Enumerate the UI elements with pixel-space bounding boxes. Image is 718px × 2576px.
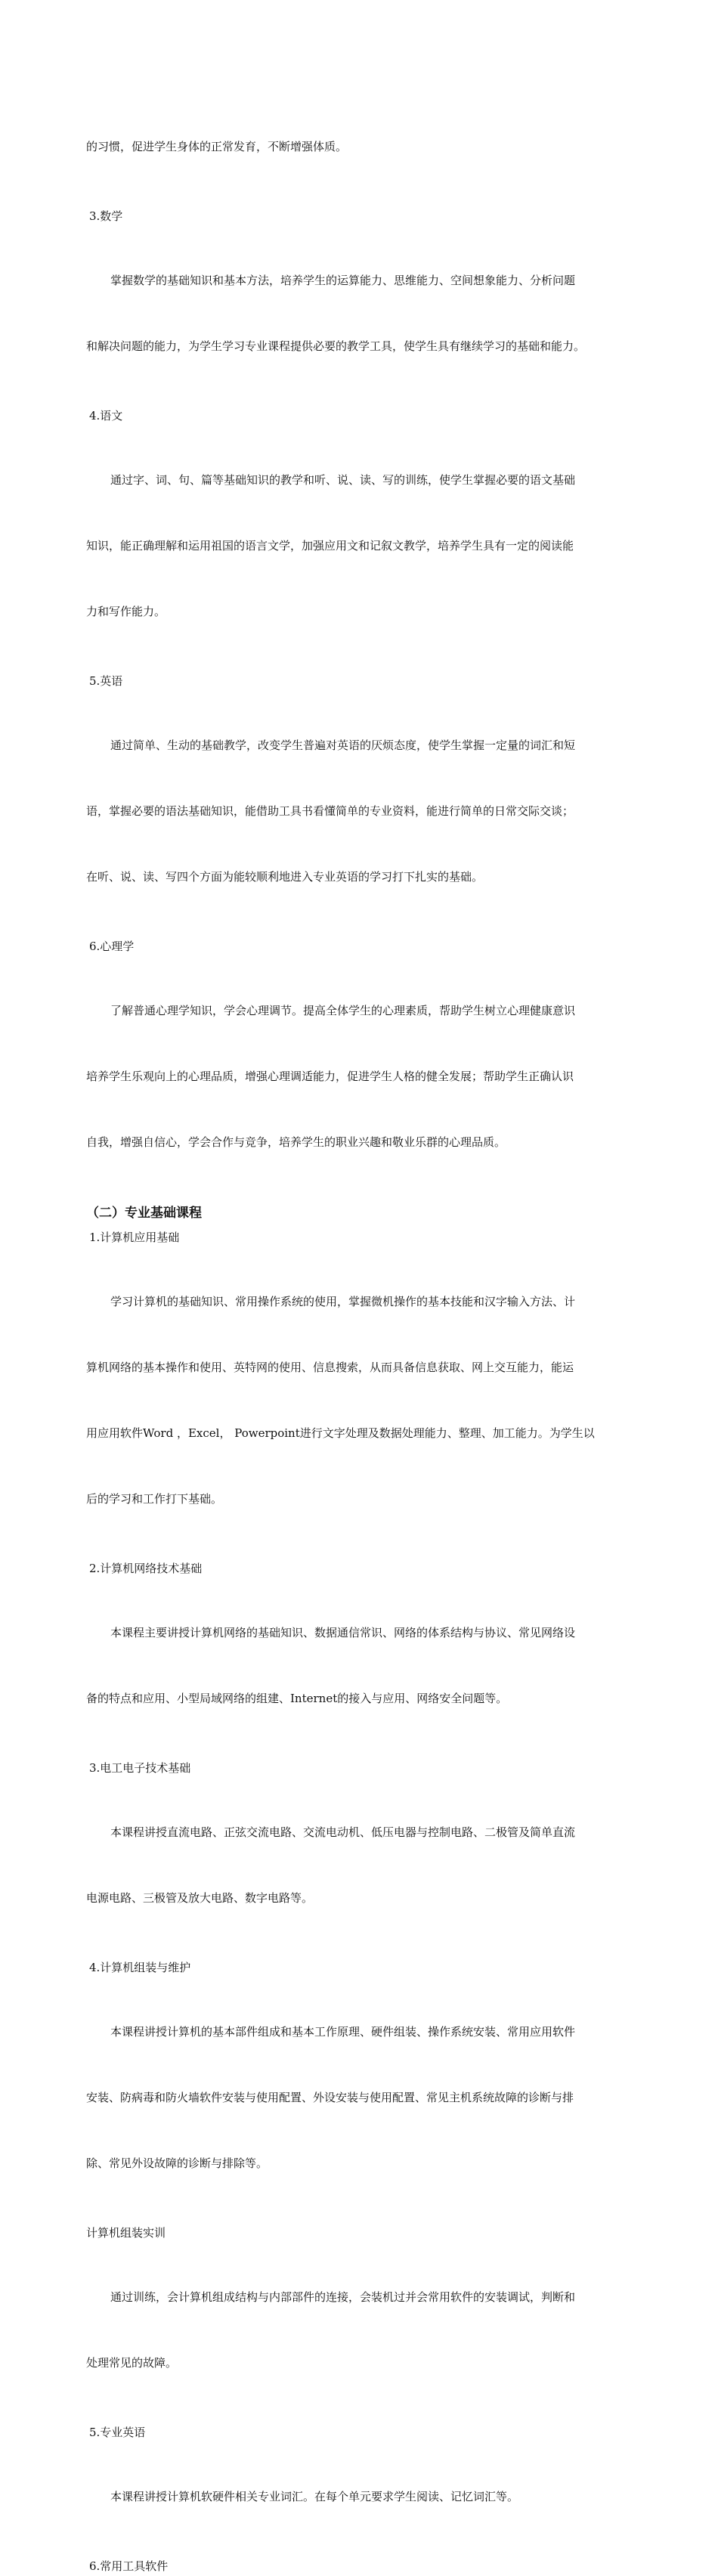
paragraph-line: 自我，增强自信心，学会合作与竞争，培养学生的职业兴趣和敬业乐群的心理品质。: [86, 1135, 506, 1149]
course-description: [86, 691, 633, 932]
paragraph-line: 用应用软件Word ，Excel， Powerpoint进行文字处理及数据处理能力、整理、加工能力。为学生以: [86, 1426, 595, 1440]
course-assembly-maintenance: [86, 1958, 633, 2218]
paragraph-line: 电源电路、三极管及放大电路、数字电路等。: [86, 1891, 314, 1905]
course-description: [86, 2243, 633, 2418]
paragraph-line: 本课程讲授直流电路、正弦交流电路、交流电动机、低压电器与控制电路、二极管及简单直流: [110, 1825, 576, 1839]
course-english: [86, 671, 633, 932]
paragraph-line: 本课程主要讲授计算机网络的基础知识、数据通信常识、网络的体系结构与协议、常见网络设: [110, 1626, 576, 1639]
course-heading: 6.心理学: [89, 940, 135, 953]
course-heading: 5.专业英语: [89, 2426, 146, 2439]
course-common-tools: [86, 2556, 633, 2576]
course-heading: 计算机组装实训: [86, 2226, 166, 2240]
paragraph-line: 培养学生乐观向上的心理品质，增强心理调适能力，促进学生人格的健全发展；帮助学生正确认识: [86, 1070, 574, 1083]
course-description: [86, 956, 633, 1197]
course-heading: 2.计算机网络技术基础: [89, 1562, 203, 1575]
paragraph-line: 掌握数学的基础知识和基本方法，培养学生的运算能力、思维能力、空间想象能力、分析问题: [110, 274, 576, 287]
course-heading: 5.英语: [89, 674, 123, 688]
course-professional-english: [86, 2423, 633, 2552]
paragraph-line: 的习惯，促进学生身体的正常发育，不断增强体质。: [86, 140, 348, 153]
paragraph-line: 后的学习和工作打下基础。: [86, 1492, 223, 1506]
course-heading: 3.电工电子技术基础: [89, 1761, 191, 1775]
course-heading: 6.常用工具软件: [89, 2559, 169, 2573]
paragraph-line: 通过字、词、句、篇等基础知识的教学和听、说、读、写的训练，使学生掌握必要的语文基础: [110, 473, 576, 487]
course-description: [86, 226, 633, 401]
course-description: [86, 1578, 633, 1754]
paragraph-line: 本课程讲授计算机的基本部件组成和基本工作原理、硬件组装、操作系统安装、常用应用软件: [110, 2025, 576, 2039]
paragraph-line: 算机网络的基本操作和使用、英特网的使用、信息搜索，从而具备信息获取、网上交互能力，能运: [86, 1361, 574, 1374]
paragraph-line: 在听、说、读、写四个方面为能较顺利地进入专业英语的学习打下扎实的基础。: [86, 870, 484, 884]
course-math: [86, 206, 633, 401]
paragraph-line: 知识，能正确理解和运用祖国的语言文学，加强应用文和记叙文教学，培养学生具有一定的阅读能: [86, 539, 574, 553]
course-heading: 1.计算机应用基础: [89, 1231, 180, 1244]
course-description: [86, 1247, 633, 1554]
course-psychology: [86, 937, 633, 1197]
course-chinese: [86, 406, 633, 667]
paragraph-line: 和解决问题的能力，为学生学习专业课程提供必要的教学工具，使学生具有继续学习的基础和能力。: [86, 339, 586, 353]
course-description: [86, 1778, 633, 1953]
course-heading: 4.语文: [89, 409, 123, 423]
paragraph-line: 通过训练，会计算机组成结构与内部部件的连接，会装机过并会常用软件的安装调试，判断和: [110, 2290, 576, 2304]
course-electronics-basics: [86, 1758, 633, 1953]
course-description: [86, 426, 633, 667]
section-title: （二）专业基础课程: [86, 1206, 202, 1221]
course-computer-applications: [86, 1228, 633, 1554]
paragraph-line: 本课程讲授计算机软硬件相关专业词汇。在每个单元要求学生阅读、记忆词汇等。: [110, 2490, 519, 2503]
course-heading: 4.计算机组装与维护: [89, 1961, 191, 1974]
paragraph-line: 除、常见外设故障的诊断与排除等。: [86, 2156, 268, 2170]
course-network-basics: [86, 1559, 633, 1754]
course-heading: 3.数学: [89, 209, 123, 223]
paragraph-line: 安装、防病毒和防火墙软件安装与使用配置、外设安装与使用配置、常见主机系统故障的诊断与排: [86, 2091, 574, 2104]
continuation-paragraph: [86, 92, 633, 202]
course-description: [86, 1977, 633, 2218]
paragraph-line: 语，掌握必要的语法基础知识，能借助工具书看懂简单的专业资料，能进行简单的日常交际交谈；: [86, 804, 574, 818]
document-page: [86, 92, 633, 2576]
paragraph-line: 学习计算机的基础知识、常用操作系统的使用，掌握微机操作的基本技能和汉字输入方法、计: [110, 1295, 576, 1308]
course-assembly-training: [86, 2223, 633, 2418]
paragraph-line: 力和写作能力。: [86, 605, 166, 618]
course-description: [86, 2442, 633, 2552]
paragraph-line: 处理常见的故障。: [86, 2356, 178, 2370]
paragraph-line: 通过简单、生动的基础教学，改变学生普遍对英语的厌烦态度，使学生掌握一定量的词汇和短: [110, 738, 576, 752]
paragraph-line: 了解普通心理学知识，学会心理调节。提高全体学生的心理素质，帮助学生树立心理健康意识: [110, 1004, 576, 1017]
paragraph-line: 备的特点和应用、小型局域网络的组建、Internet的接入与应用、网络安全问题等。: [86, 1692, 508, 1705]
